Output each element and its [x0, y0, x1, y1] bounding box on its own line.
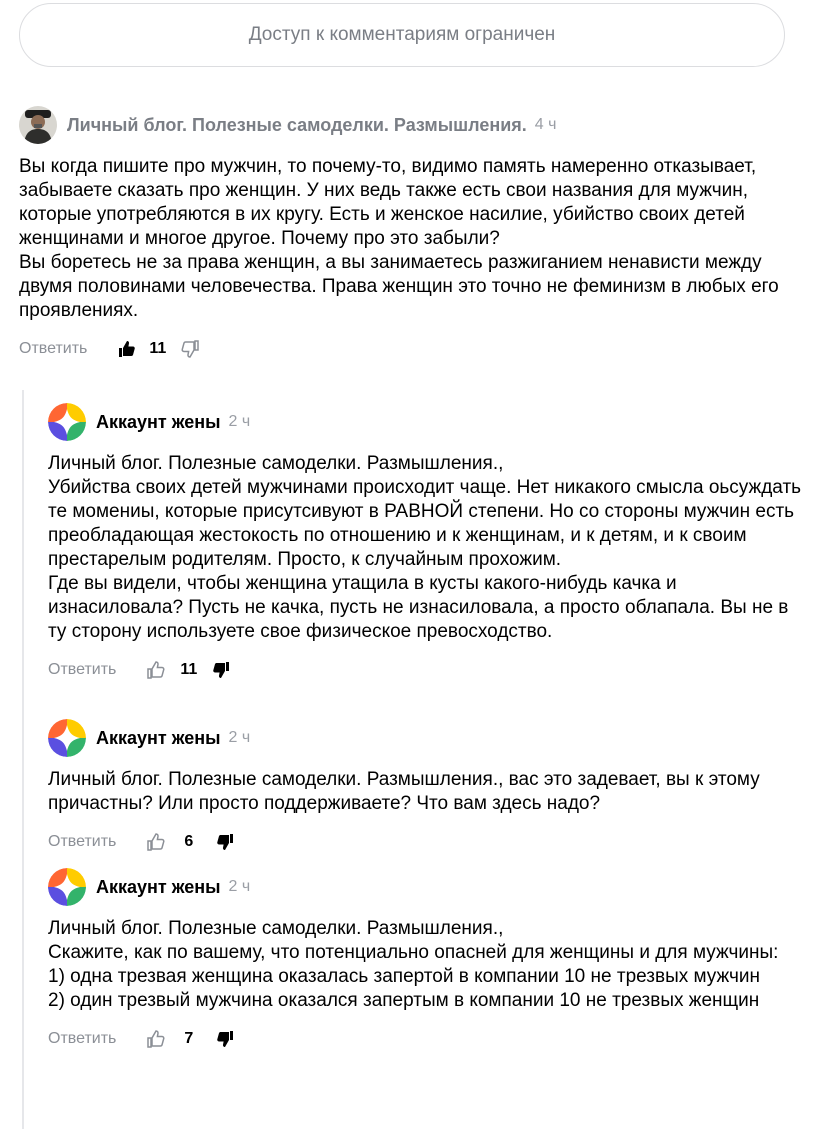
comment-actions	[48, 830, 808, 854]
avatar[interactable]	[19, 106, 57, 144]
comment-time: 2 ч	[228, 878, 251, 895]
comments-restricted-notice: Доступ к комментариям ограничен	[19, 3, 785, 67]
comment-reply-2	[48, 718, 808, 854]
comment-author[interactable]: Аккаунт жены	[96, 876, 221, 897]
thread-line	[22, 390, 24, 1129]
comment-text: Личный блог. Полезные самоделки. Размышления., Убийства своих детей мужчинами происходит чаще. Нет никакого смысла оьсуждать те момениы, которые присутсивуют в РАВНОЙ степени. Но со стороны мужчин есть преобладающая жестокость по отношению и к женщинам, и к детям, и к своим престарелым родителям. Просто, к случайным прохожим. Где вы видели, чтобы женщина утащила в кусты какого-нибудь качка и изнасиловала? Пусть не качка, пусть не изнасиловала, а просто облапала. Вы не в ту сторону используете свое физическое превосходство.	[48, 453, 802, 642]
comment-time: 2 ч	[228, 413, 251, 430]
avatar[interactable]	[48, 403, 86, 441]
comment-reply-1	[48, 402, 808, 682]
thumbs-up-icon[interactable]	[146, 660, 166, 680]
thumbs-down-icon[interactable]	[211, 660, 231, 680]
thumbs-down-icon[interactable]	[180, 339, 200, 359]
comment-author[interactable]: Личный блог. Полезные самоделки. Размышления.	[67, 114, 527, 135]
comment-header	[19, 105, 809, 145]
comment-text: Вы когда пишите про мужчин, то почему-то, видимо память намеренно отказывает, забываете сказать про женщин. У них ведь также есть свои названия для мужчин, которые употребляются в их кругу. Есть и женское насилие, убийство своих детей женщинами и многое другое. Почему про это забыли? Вы боретесь не за права женщин, а вы занимаетесь разжиганием ненависти между двумя половинами человечества. Права женщин это точно не феминизм в любых его проявлениях.	[19, 156, 779, 321]
comment-actions	[48, 1027, 808, 1051]
comment-time: 4 ч	[534, 116, 557, 133]
comment-1	[19, 105, 809, 361]
like-count: 11	[149, 340, 167, 357]
comment-header	[48, 867, 808, 907]
comment-author[interactable]: Аккаунт жены	[96, 727, 221, 748]
comment-reply-3	[48, 867, 808, 1051]
reply-button[interactable]: Ответить	[19, 340, 88, 357]
comment-text: Личный блог. Полезные самоделки. Размышления., Скажите, как по вашему, что потенциально опасней для женщины и для мужчины: 1) одна трезвая женщина оказалась запертой в компании 10 не трезвых мужчин 2) один трезвый мужчина оказался запертым в компании 10 не трезвых женщин	[48, 918, 779, 1011]
avatar[interactable]	[48, 868, 86, 906]
comment-text: Личный блог. Полезные самоделки. Размышления., вас это задевает, вы к этому причастны? Или просто поддерживаете? Что вам здесь надо?	[48, 769, 760, 814]
reply-button[interactable]: Ответить	[48, 1030, 117, 1047]
comment-header	[48, 402, 808, 442]
reply-button[interactable]: Ответить	[48, 833, 117, 850]
reply-button[interactable]: Ответить	[48, 661, 117, 678]
thumbs-up-icon[interactable]	[117, 339, 137, 359]
thumbs-up-icon[interactable]	[146, 832, 166, 852]
comment-time: 2 ч	[228, 729, 251, 746]
avatar[interactable]	[48, 719, 86, 757]
like-count: 7	[184, 1030, 194, 1047]
comment-actions	[19, 337, 809, 361]
like-count: 11	[180, 661, 198, 678]
comment-header	[48, 718, 808, 758]
thumbs-down-icon[interactable]	[215, 1029, 235, 1049]
comment-author[interactable]: Аккаунт жены	[96, 411, 221, 432]
thumbs-up-icon[interactable]	[146, 1029, 166, 1049]
like-count: 6	[184, 833, 194, 850]
thumbs-down-icon[interactable]	[215, 832, 235, 852]
comment-actions	[48, 658, 808, 682]
